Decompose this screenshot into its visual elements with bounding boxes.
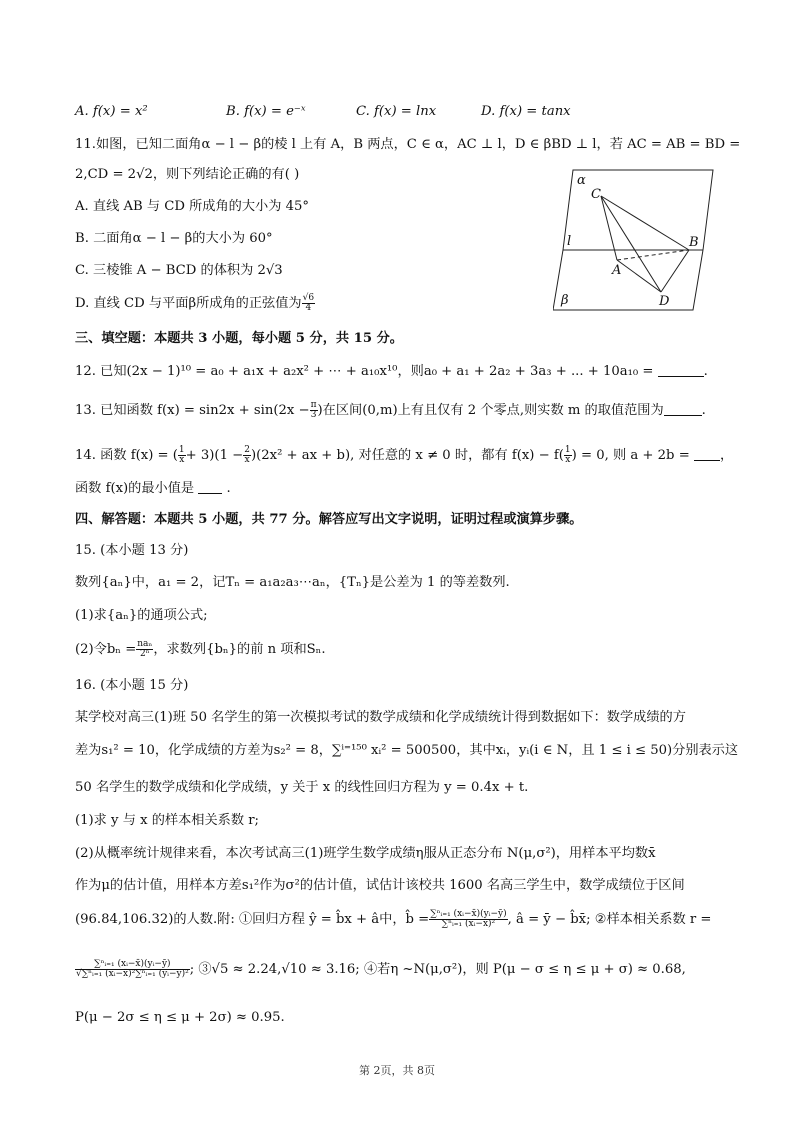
plane-beta-outline — [553, 250, 703, 310]
q14-line1 — [75, 446, 733, 465]
q16-r-den: √∑ⁿᵢ₌₁ (xᵢ−x̄)²∑ⁿᵢ₌₁ (yᵢ−ȳ)² — [76, 969, 189, 979]
q14-f1-num: 1 — [178, 445, 185, 455]
q13-suffix: )在区间(0,m)上有且仅有 2 个零点,则实数 m 的取值范围为 — [317, 403, 664, 418]
q13-answer-blank[interactable] — [664, 403, 702, 416]
q16-head: 16. (本小题 15 分) — [75, 678, 189, 693]
q12 — [75, 363, 708, 381]
q16-part2-line3 — [75, 910, 711, 929]
q16-part2-line1: (2)从概率统计规律来看，本次考试高三(1)班学生数学成绩η服从正态分布 N(μ,σ²)，用样本平均数x̄ — [75, 846, 656, 861]
q15-part2-den: 2ⁿ — [139, 649, 150, 659]
q16-part1: (1)求 y 与 x 的样本相关系数 r; — [75, 813, 259, 828]
q15-part2-suffix: ，求数列{bₙ}的前 n 项和Sₙ. — [153, 642, 326, 657]
section4-title: 四、解答题：本题共 5 小题，共 77 分。解答应写出文字说明，证明过程或演算步骤。 — [75, 512, 583, 527]
q14-p1: 14. 函数 f(x) = ( — [75, 448, 178, 463]
label-a: A — [612, 263, 622, 278]
q10-option-a: A. f(x) = x² — [75, 104, 148, 119]
q13-frac-den: 3 — [310, 410, 317, 420]
q15-part2-num: naₙ — [137, 639, 153, 649]
q11-option-d-fraction — [302, 294, 315, 313]
q12-end: . — [703, 364, 708, 379]
q11-option-d — [75, 294, 315, 313]
q13-prefix: 13. 已知函数 f(x) = sin2x + sin(2x − — [75, 403, 310, 418]
q16-b-hat-fraction — [429, 910, 507, 929]
q16-part2-line4 — [75, 960, 686, 979]
q15-part2 — [75, 640, 326, 659]
q11-stem-line2: 2,CD = 2√2，则下列结论正确的有( ) — [75, 167, 300, 182]
q16-part2-line5: P(μ − 2σ ≤ η ≤ μ + 2σ) ≈ 0.95. — [75, 1010, 285, 1025]
q14-f3-den: x — [565, 455, 571, 465]
q14-line2 — [75, 480, 231, 498]
q14-fraction-3 — [564, 446, 572, 465]
q13 — [75, 401, 706, 420]
q15-head: 15. (本小题 13 分) — [75, 543, 189, 558]
segment-ad — [617, 260, 661, 292]
q14-f1-den: x — [179, 455, 185, 465]
q16-p2c-suffix: , â = ȳ − b̂x̄; ②样本相关系数 r = — [507, 912, 712, 927]
segment-cd — [601, 196, 661, 292]
q14-p4: ) = 0, 则 a + 2b = — [571, 448, 690, 463]
q13-end: . — [701, 403, 706, 418]
q10-option-b: B. f(x) = e⁻ˣ — [226, 104, 306, 119]
q14-f2-den: x — [244, 455, 250, 465]
page-footer: 第 2页，共 8页 — [359, 1064, 435, 1077]
q15-part2-fraction — [136, 640, 153, 659]
q11-stem-line1: 11.如图，已知二面角α − l − β的棱 l 上有 A，B 两点，C ∈ α，AC ⊥ l，D ∈ βBD ⊥ l，若 AC = AB = BD = — [75, 137, 741, 152]
q16-line2: 差为s₁² = 10，化学成绩的方差为s₂² = 8，∑ⁱ⁼¹⁵⁰ xᵢ² = 500500，其中xᵢ，yᵢ(i ∈ N，且 1 ≤ i ≤ 50)分别表示这 — [75, 743, 739, 758]
q15-part2-prefix: (2)令bₙ = — [75, 642, 137, 657]
q15-stem: 数列{aₙ}中，a₁ = 2，记Tₙ = a₁a₂a₃⋯aₙ，{Tₙ}是公差为 1 的等差数列. — [75, 575, 510, 590]
q16-p2c-prefix: (96.84,106.32)的人数.附: ①回归方程 ŷ = b̂x + â中，b̂ = — [75, 912, 430, 927]
q11-option-b: B. 二面角α − l − β的大小为 60° — [75, 231, 273, 246]
label-b: B — [689, 235, 699, 250]
q16-p2d: ; ③√5 ≈ 2.24,√10 ≈ 3.16; ④若η ~N(μ,σ²)，则 P(μ − σ ≤ η ≤ μ + σ) ≈ 0.68, — [189, 962, 686, 977]
q12-answer-blank[interactable] — [658, 364, 704, 377]
q16-line3: 50 名学生的数学成绩和化学成绩，y 关于 x 的线性回归方程为 y = 0.4x + t. — [75, 780, 529, 795]
label-c: C — [591, 187, 601, 202]
q11-option-c: C. 三棱锥 A − BCD 的体积为 2√3 — [75, 263, 283, 278]
q14-fraction-2 — [243, 446, 251, 465]
q13-fraction — [310, 401, 318, 420]
q11-option-d-text: D. 直线 CD 与平面β所成角的正弦值为 — [75, 296, 302, 311]
q14-f2-num: 2 — [244, 445, 250, 455]
q14-p2: + 3)(1 − — [185, 448, 244, 463]
q16-part2-line2: 作为μ的估计值，用样本方差s₁²作为σ²的估计值，试估计该校共 1600 名高三学生中，数学成绩位于区间 — [75, 878, 685, 893]
label-l: l — [567, 234, 572, 249]
q14-p3: )(2x² + ax + b), 对任意的 x ≠ 0 时，都有 f(x) − f( — [250, 448, 564, 463]
segment-ab — [617, 250, 689, 260]
q11-option-a: A. 直线 AB 与 CD 所成角的大小为 45° — [75, 199, 309, 214]
q16-r-fraction — [75, 960, 190, 979]
q11-option-d-num: √6 — [302, 293, 315, 303]
q16-line1: 某学校对高三(1)班 50 名学生的第一次模拟考试的数学成绩和化学成绩统计得到数据如下：数学成绩的方 — [75, 710, 686, 725]
q14-fraction-1 — [178, 446, 186, 465]
segment-bd — [661, 250, 689, 292]
q14-answer-blank-2[interactable] — [198, 481, 222, 494]
label-d: D — [659, 294, 670, 309]
q14-p4-end: ， — [719, 448, 734, 463]
q16-b-hat-num: ∑ⁿᵢ₌₁ (xᵢ−x̄)(yᵢ−ȳ) — [430, 909, 507, 919]
label-beta: β — [561, 293, 569, 308]
q11-option-d-den: 4 — [305, 303, 312, 313]
q14-line2-end: . — [226, 481, 231, 496]
q14-line2-text: 函数 f(x)的最小值是 — [75, 481, 195, 496]
section3-title: 三、填空题：本题共 3 小题，每小题 5 分，共 15 分。 — [75, 331, 403, 346]
q14-f3-num: 1 — [564, 445, 571, 455]
q10-option-d: D. f(x) = tanx — [481, 104, 571, 119]
q12-text: 12. 已知(2x − 1)¹⁰ = a₀ + a₁x + a₂x² + ⋯ + a₁₀x¹⁰，则a₀ + a₁ + 2a₂ + 3a₃ + ... + 10a₁₀ = — [75, 364, 654, 379]
label-alpha: α — [577, 173, 586, 188]
q15-part1: (1)求{aₙ}的通项公式; — [75, 608, 208, 623]
q16-b-hat-den: ∑ⁿᵢ₌₁ (xᵢ−x̄)² — [441, 919, 496, 929]
q16-r-num: ∑ⁿᵢ₌₁ (xᵢ−x̄)(yᵢ−ȳ) — [75, 960, 190, 970]
q14-answer-blank-1[interactable] — [694, 448, 720, 461]
segment-cb — [601, 196, 689, 250]
dihedral-angle-figure — [553, 168, 723, 318]
q10-option-c: C. f(x) = lnx — [356, 104, 437, 119]
q13-frac-num: π — [310, 400, 317, 410]
